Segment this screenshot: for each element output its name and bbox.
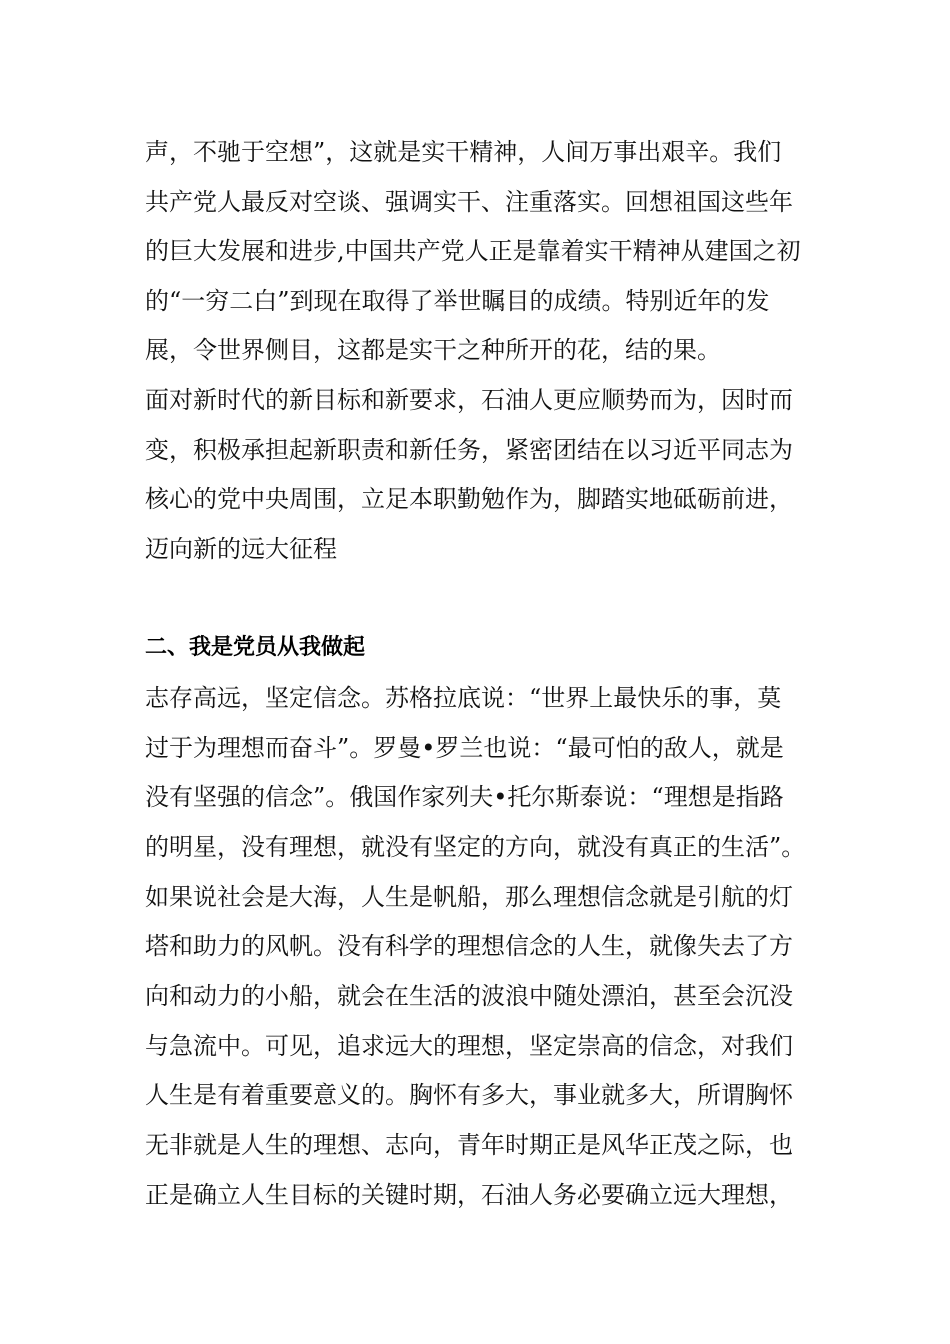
paragraph-1-line-3: 的巨大发展和进步,中国共产党人正是靠着实干精神从建国之初 (145, 237, 801, 265)
section-2-line-10: 无非就是人生的理想、志向，青年时期正是风华正茂之际，也 (145, 1131, 793, 1159)
paragraph-2-line-4: 迈向新的远大征程 (145, 535, 337, 563)
paragraph-2-line-2: 变，积极承担起新职责和新任务，紧密团结在以习近平同志为 (145, 436, 793, 464)
paragraph-1-line-5: 展，令世界侧目，这都是实干之种所开的花，结的果。 (145, 336, 721, 364)
paragraph-2-line-3: 核心的党中央周围，立足本职勤勉作为，脚踏实地砥砺前进， (145, 485, 793, 513)
section-2-line-4: 的明星，没有理想，就没有坚定的方向，就没有真正的生活”。 (145, 833, 806, 861)
paragraph-1-line-2: 共产党人最反对空谈、强调实干、注重落实。回想祖国这些年 (145, 188, 793, 216)
section-2-line-3: 没有坚强的信念”。俄国作家列夫•托尔斯泰说：“理想是指路 (145, 783, 784, 811)
section-2-line-2: 过于为理想而奋斗”。罗曼•罗兰也说：“最可怕的敌人，就是 (145, 734, 784, 762)
section-2-line-11: 正是确立人生目标的关键时期，石油人务必要确立远大理想， (145, 1181, 793, 1209)
section-2-line-9: 人生是有着重要意义的。胸怀有多大，事业就多大，所谓胸怀 (145, 1081, 793, 1109)
paragraph-1-line-4: 的“一穷二白”到现在取得了举世瞩目的成绩。特别近年的发 (145, 287, 770, 315)
paragraph-2-line-1: 面对新时代的新目标和新要求，石油人更应顺势而为，因时而 (145, 386, 793, 414)
section-2-line-8: 与急流中。可见，追求远大的理想，坚定崇高的信念，对我们 (145, 1032, 793, 1060)
section-2-line-1: 志存高远，坚定信念。苏格拉底说：“世界上最快乐的事，莫 (145, 684, 782, 712)
section-2-line-7: 向和动力的小船，就会在生活的波浪中随处漂泊，甚至会沉没 (145, 982, 793, 1010)
section-2-line-5: 如果说社会是大海，人生是帆船，那么理想信念就是引航的灯 (145, 883, 793, 911)
paragraph-1-line-1: 声，不驰于空想”，这就是实干精神，人间万事出艰辛。我们 (145, 138, 782, 166)
section-2-line-6: 塔和助力的风帆。没有科学的理想信念的人生，就像失去了方 (145, 932, 793, 960)
section-heading: 二、我是党员从我做起 (145, 635, 366, 660)
